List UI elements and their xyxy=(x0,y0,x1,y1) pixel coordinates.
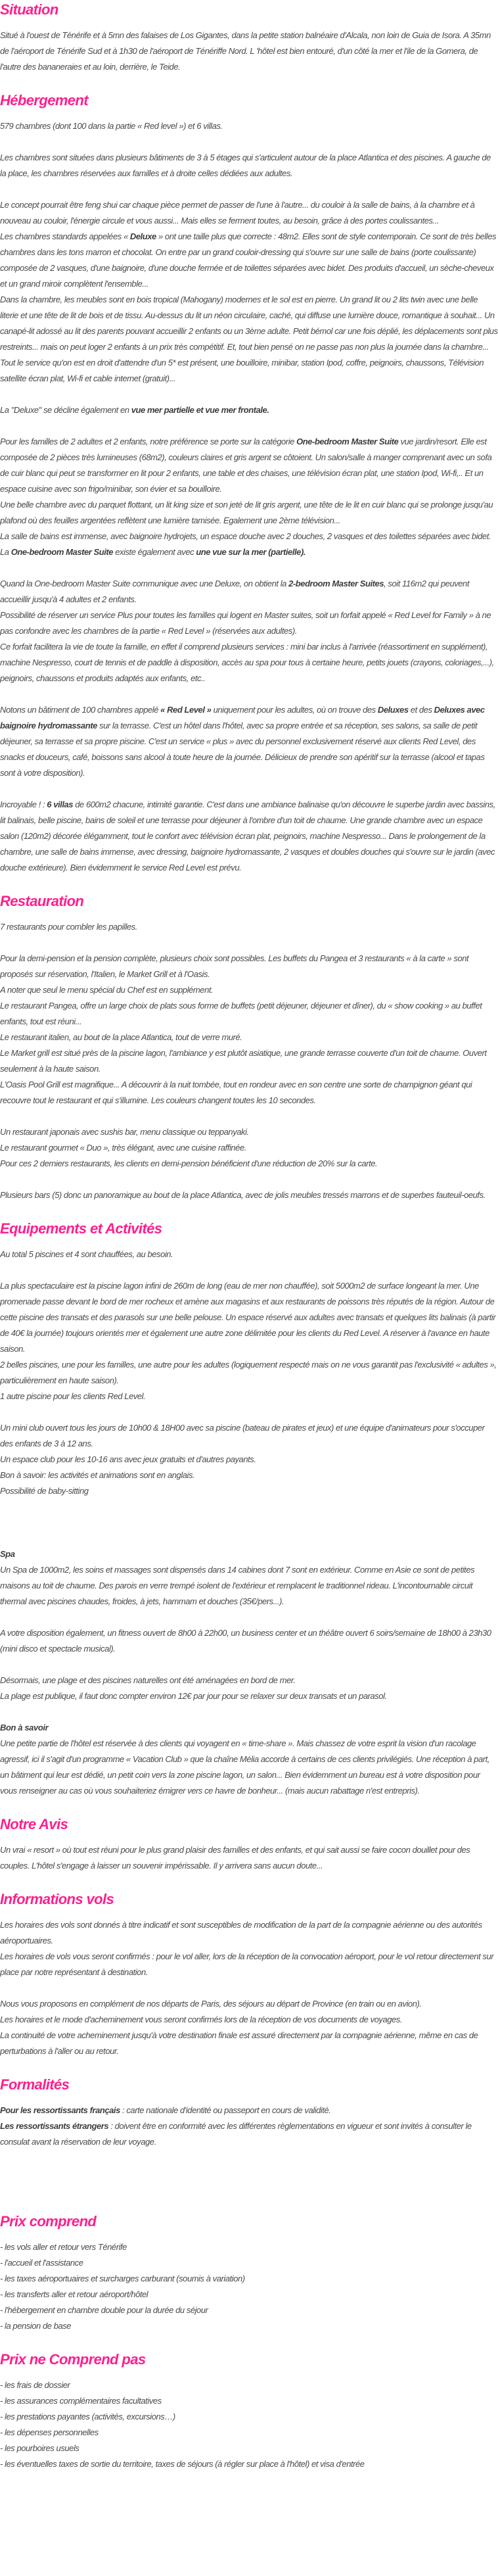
hebergement-master-sea-view xyxy=(0,544,498,560)
villas-label: 6 villas xyxy=(47,799,74,809)
section-hebergement xyxy=(0,91,498,876)
restauration-intro: 7 restaurants pour combler les papilles. xyxy=(0,922,137,932)
equipements-baby-sitting: Possibilité de baby-sitting xyxy=(0,1486,89,1496)
text: La "Deluxe" se décline également en xyxy=(0,405,131,415)
prix-ne-comprend-list xyxy=(0,2377,498,2472)
section-prix-ne-comprend xyxy=(0,2350,498,2472)
formalites-etrangers xyxy=(0,2118,498,2150)
formalites-francais xyxy=(0,2103,498,2118)
bon-a-savoir-text: Une petite partie de l'hôtel est réservée à des clients qui voyagent en « time-share ». Mais chassez de votre esprit la vision d'un racolage agressif, ici il s'agit d'un programme « Vacation Club » que la chaîne Mélia accorde à certains de ces clients privilégiés. Une réception à part, un bâtiment qui leur est dédié, un petit coin vers la zone piscine lagon, un salon... Bien évidemment un bureau est à votre disposition pour vous renseigner au cas où vous souhaiteriez émigrer vers ce havre de bonheur... (mais aucun rabattage n'est entrepris). xyxy=(0,1738,489,1796)
section-title-prix-comprend: Prix comprend xyxy=(0,2213,97,2230)
text: La xyxy=(0,547,11,557)
hebergement-master-suite xyxy=(0,434,498,497)
section-formalites xyxy=(0,2075,498,2197)
section-title-avis: Notre Avis xyxy=(0,1816,68,1832)
section-vols xyxy=(0,1890,498,2059)
section-avis xyxy=(0,1815,498,1874)
list-item: - les transferts aller et retour aéroport/hôtel xyxy=(0,2289,148,2299)
red-level-label: « Red Level » xyxy=(160,705,212,715)
hebergement-villas xyxy=(0,797,498,876)
text: existe également avec xyxy=(113,547,196,557)
spa-beach-price: La plage est publique, il faut donc compter environ 12€ par jour pour se relaxer sur deux transats et un parasol. xyxy=(0,1691,387,1701)
list-item: - les taxes aéroportuaires et surcharges carburant (soumis à variation) xyxy=(0,2274,245,2283)
section-prix-comprend xyxy=(0,2212,498,2334)
text: uniquement pour les adultes, où on trouve des xyxy=(211,705,378,715)
deluxe-label: Deluxe xyxy=(129,231,156,241)
restauration-bars: Plusieurs bars (5) donc un panoramique au bout de la place Atlantica, avec de jolis meubles tressés marrons et de superbes fauteuil-oeufs. xyxy=(0,1190,486,1200)
list-item: - la pension de base xyxy=(0,2321,72,2331)
list-item: - l'accueil et l'assistance xyxy=(0,2258,83,2268)
text: sur la terrasse. C'est un hôtel dans l'hôtel, avec sa propre entrée et sa réception, ses salons, sa salle de petit déjeuner, sa terrasse et sa propre piscine. C'est un service « plus » avec du personnel exclusivement réservé aux clients Red Level, des snacks et douceurs, café, boissons sans alcool à toute heure de la journée. Délicieux de prendre son apéritif sur la terrasse (alcool et tapas sont à votre disposition). xyxy=(0,721,485,778)
list-item: - les assurances complémentaires facultatives xyxy=(0,2396,162,2406)
equipements-red-level-pool: 1 autre piscine pour les clients Red Level. xyxy=(0,1391,146,1401)
restauration-japonais: Un restaurant japonais avec sushis bar, menu classique ou teppanyaki. xyxy=(0,1127,249,1137)
section-title-prix-ne-comprend: Prix ne Comprend pas xyxy=(0,2351,146,2368)
situation-paragraph: Situé à l'ouest de Ténérife et à 5mn des falaises de Los Gigantes, dans la petite station balnéaire d'Alcala, non loin de Guia de Isora. A 35mn de l'aéroport de Ténérife Sud et à 1h30 de l'aéroport de Ténériffe Nord. L 'hôtel est bien entouré, d'un côté la mer et l'ile de la Gomera, de l'autre des bananeraies et au loin, derrière, le Teide. xyxy=(0,30,491,72)
hebergement-buildings: Les chambres sont situées dans plusieurs bâtiments de 3 à 5 étages qui s'articulent autour de la place Atlantica et des piscines. A gauche de la place, les chambres réservées aux familles et à droite celles dédiées aux adultes. xyxy=(0,153,491,178)
section-title-equipements: Equipements et Activités xyxy=(0,1220,162,1237)
text: Notons un bâtiment de 100 chambres appelé xyxy=(0,705,161,715)
text: Pour les familles de 2 adultes et 2 enfants, notre préférence se porte sur la catégorie xyxy=(0,437,297,446)
hebergement-forfait: Ce forfait facilitera la vie de toute la famille, en effet il comprend plusieurs services : mini bar inclus à l'arrivée (réassortiment en supplément), machine Nespresso, court de tennis et de paddle à disposition, accès au spa pour tous à certaine heure, petits jouets (crayons, coloriages,...), peignoirs, chaussons et produits adaptés aux enfants, etc.. xyxy=(0,642,494,683)
list-item: - les pourboires usuels xyxy=(0,2443,79,2453)
spa-subheading: Spa xyxy=(0,1549,15,1559)
list-item: - les dépenses personnelles xyxy=(0,2427,99,2437)
list-item: - l'hébergement en chambre double pour la durée du séjour xyxy=(0,2305,208,2315)
section-title-hebergement: Hébergement xyxy=(0,92,88,108)
spacer xyxy=(0,1499,498,1546)
text: Les chambres standards appelées « xyxy=(0,231,130,241)
equipements-language-note: Bon à savoir: les activités et animations sont en anglais. xyxy=(0,1470,195,1480)
vols-continuite: La continuité de votre acheminement jusqu'à votre destination finale est assuré directement par la compagnie aérienne, même en cas de perturbations à l'aller ou au retour. xyxy=(0,2030,478,2056)
hebergement-concept: Le concept pourrait être feng shui car chaque pièce permet de passer de l'une à l'autre... du couloir à la salle de bains, à la chambre et à nouveau au couloir, l'énergie circule et vous aussi... Mais elles se ferment toutes, au besoin, grâce à des portes coulissantes... xyxy=(0,200,475,226)
list-item: - les éventuelles taxes de sortie du territoire, taxes de séjours (à régler sur place à l'hôtel) et visa d'entrée xyxy=(0,2459,365,2469)
avis-text: Un vrai « resort » où tout est réuni pour le plus grand plaisir des familles et des enfants, et qui sait aussi se faire cocon douillet pour des couples. L'hôtel s'engage à laisser un souvenir impérissable. Il y arrivera sans aucun doute... xyxy=(0,1845,470,1871)
list-item: - les prestations payantes (activités, excursions…) xyxy=(0,2412,175,2421)
equipements-lagoon-pool: La plus spectaculaire est la piscine lagon infini de 260m de long (eau de mer non chauffée), soit 5000m2 de surface longeant la mer. Une promenade passe devant le bord de mer rocheux et amène aux magasins et aux restaurants de poissons très réputés de la région. Autour de cette piscine des transats et des parasols sur une belle pelouse. Un espace réservé aux adultes avec transats et quelques lits balinais (à partir de 40€ la journée) toujours orientés mer et également une autre zone délimitée pour les clients du Red Level. A réserver à l'avance en haute saison. xyxy=(0,1281,496,1354)
vols-indicatif: Les horaires des vols sont donnés à titre indicatif et sont susceptibles de modification de la part de la compagnie aérienne ou des autorités aéroportuaires. xyxy=(0,1920,482,1945)
spa-description: Un Spa de 1000m2, les soins et massages sont dispensés dans 14 cabines dont 7 sont en extérieur. Comme en Asie ce sont de petites maisons au toit de chaume. Des parois en verre trempé isolent de l'extérieur et remplacent le traditionnel rideau. L'incontournable circuit thermal avec piscines chaudes, froides, à jets, hammam et douches (35€/pers...). xyxy=(0,1565,475,1606)
restauration-reduction: Pour ces 2 derniers restaurants, les clients en demi-pension bénéficient d'une réduction de 20% sur la carte. xyxy=(0,1158,378,1168)
bon-a-savoir-subheading: Bon à savoir xyxy=(0,1723,49,1732)
partial-sea-view-label: une vue sur la mer (partielle). xyxy=(196,547,306,557)
hebergement-master-bathroom: La salle de bains est immense, avec baignoire hydrojets, un espace douche avec 2 douches, 2 vasques et des toilettes séparées avec bidet. xyxy=(0,531,491,541)
equipements-mini-club: Un mini club ouvert tous les jours de 10h00 & 18H00 avec sa piscine (bateau de pirates et jeux) et une équipe d'animateurs pour s'occuper des enfants de 3 à 12 ans. xyxy=(0,1423,485,1448)
text: et des xyxy=(408,705,434,715)
list-item: - les vols aller et retour vers Ténérife xyxy=(0,2242,127,2252)
section-equipements xyxy=(0,1219,498,1799)
text: vue jardin/resort. Elle est composée de 2 pièces très lumineuses (68m2), couleurs claires et gris argent se côtoient. Un salon/salle à manger comprenant avec un sofa de cuir blanc qui peut se transformer en lit pour 2 enfants, une table et des chaises, une télévision écran plat, une station Ipod, Wi-fi,.. Et un espace cuisine avec son frigo/minibar, son évier et sa bouilloire. xyxy=(0,437,492,494)
spa-beach: Désormais, une plage et des piscines naturelles ont été aménagées en bord de mer. xyxy=(0,1675,296,1685)
section-restauration xyxy=(0,892,498,1203)
restauration-pension: Pour la demi-pension et la pension complète, plusieurs choix sont possibles. Les buffets du Pangea et 3 restaurants « à la carte » sont proposés sur réservation, l'Italien, le Market Grill et à l'Oasis. xyxy=(0,953,469,979)
deluxes-hydro-label: Deluxes avec baignoire hydromassante xyxy=(0,705,485,730)
text: Quand la One-bedroom Master Suite communique avec une Deluxe, on obtient la xyxy=(0,579,289,588)
text: : carte nationale d'identité ou passeport en cours de validité. xyxy=(120,2105,331,2115)
hebergement-red-level xyxy=(0,702,498,781)
text: de 600m2 chacune, intimité garantie. C'est dans une ambiance balinaise qu'on découvre le superbe jardin avec bassins, lit balinais, belle piscine, bains de soleil et une terrasse pour déjeuner à l'ombre d'un toit de chaume. Une grande chambre avec un espace salon (120m2) décorée élégamment, tout le confort avec télévision écran plat, peignoirs, machine Nespresso... Dans le prolongement de la chambre, une salle de bains immense, avec dressing, baignoire hydromassante, 2 vasques et doubles douches qui s'ouvre sur le jardin (avec douche extérieure). Bien évidemment le service Red Level est prévu. xyxy=(0,799,495,872)
text: , soit 116m2 qui peuvent accueillir jusqu'à 4 adultes et 2 enfants. xyxy=(0,579,469,604)
hebergement-master-bedroom: Une belle chambre avec du parquet flottant, un lit king size et son jeté de lit gris argent, une tête de le lit en cuir blanc qui se prolonge jusqu'au plafond où des feuilles argentées reflètent une lumière tamisée. Egalement une 2ème télévision... xyxy=(0,500,493,525)
restauration-market-grill: Le Market grill est situé près de la piscine lagon, l'ambiance y est plutôt asiatique, une grande terrasse couverte d'un toit de chaume. Ouvert seulement à la haute saison. xyxy=(0,1048,487,1074)
sea-view-label: vue mer partielle et vue mer frontale. xyxy=(131,405,269,415)
restauration-duo: Le restaurant gourmet « Duo », très élégant, avec une cuisine raffinée. xyxy=(0,1143,246,1153)
hebergement-red-level-family: Possibilité de réserver un service Plus pour toutes les familles qui logent en Master suites, soit un forfait appelé « Red Level for Family » à ne pas confondre avec les chambres de la partie « Red Level » (réservées aux adultes). xyxy=(0,610,491,636)
hebergement-furniture: Dans la chambre, les meubles sont en bois tropical (Mahogany) modernes et le sol est en pierre. Un grand lit ou 2 lits twin avec une belle literie et une tête de lit de bois et de tissu. Au-dessus du lit un néon circulaire, caché, qui diffuse une lumière douce, romantique à souhait... Un canapé-lit adossé au lit des parents pouvant accueillir 2 enfants ou un 3ème adulte. Petit bémol car une fois déplié, les déplacements sont plus restreints... mais on peut loger 2 enfants à un prix très compétitif. Et, tout bien pensé on ne passe pas non plus la journée dans la chambre... xyxy=(0,295,498,352)
spacer xyxy=(0,2166,498,2197)
text: Incroyable ! : xyxy=(0,799,47,809)
restauration-italien: Le restaurant italien, au bout de la place Atlantica, tout de verre muré. xyxy=(0,1032,242,1042)
vols-acheminement: Les horaires et le mode d'acheminement vous seront confirmés lors de la réception de vos documents de voyages. xyxy=(0,2015,403,2024)
equipements-family-adult-pools: 2 belles piscines, une pour les familles, une autre pour les adultes (logiquement respecté mais on ne vous garantit pas l'exclusivité « adultes », particulièrement en haute saison). xyxy=(0,1360,497,1385)
vols-province: Nous vous proposons en complément de nos départs de Paris, des séjours au départ de Province (en train ou en avion). xyxy=(0,1999,422,2009)
text: » ont une taille plus que correcte : 48m2. Elles sont de style contemporain. Ce sont de très belles chambres dans les tons marron et chocolat. On entre par un grand couloir-dressing qui s'ouvre sur une salle de bains (porte coulissante) composée de 2 vasques, d'une baignoire, d'une douche fermée et de toilettes séparées avec bidet. Des produits d'accueil, un sèche-cheveux et un grand miroir complètent l'ensemble... xyxy=(0,231,497,289)
two-bedroom-label: 2-bedroom Master Suites xyxy=(288,579,384,588)
master-suite-label: One-bedroom Master Suite xyxy=(11,547,114,557)
master-suite-label: One-bedroom Master Suite xyxy=(296,437,399,446)
list-item: - les frais de dossier xyxy=(0,2380,70,2390)
vols-confirmation: Les horaires de vols vous seront confirmés : pour le vol aller, lors de la réception de la convocation aéroport, pour le vol retour directement sur place par notre représentant à destination. xyxy=(0,1951,494,1977)
section-title-situation: Situation xyxy=(0,1,58,18)
hebergement-2-bedroom xyxy=(0,576,498,608)
spa-fitness: A votre disposition également, un fitness ouvert de 8h00 à 22h00, un business center et un théâtre ouvert 6 soirs/semaine de 18h00 à 23h30 (mini disco et spectacle musical). xyxy=(0,1628,491,1654)
section-situation xyxy=(0,0,498,75)
restauration-oasis: L'Oasis Pool Grill est magnifique... A découvrir à la nuit tombée, tout en rondeur avec en son centre une sorte de champignon géant qui recouvre tout le restaurant et qui s'illumine. Les couleurs changent toutes les 10 secondes. xyxy=(0,1080,472,1105)
deluxes-label: Deluxes xyxy=(377,705,409,715)
hebergement-rooms-count: 579 chambres (dont 100 dans la partie « Red level ») et 6 villas. xyxy=(0,121,223,131)
prix-comprend-list xyxy=(0,2239,498,2334)
section-title-formalites: Formalités xyxy=(0,2076,70,2093)
hebergement-deluxe xyxy=(0,229,498,292)
etrangers-label: Les ressortissants étrangers xyxy=(0,2121,109,2131)
equipements-pools-count: Au total 5 piscines et 4 sont chauffées, au besoin. xyxy=(0,1249,173,1259)
hebergement-services: Tout le service qu'on est en droit d'attendre d'un 5* est présent, une bouilloire, minibar, station Ipod, coffre, peignoirs, chaussons, Télévision satellite écran plat, Wi-fi et cable internet (gratuit)... xyxy=(0,358,484,383)
section-title-vols: Informations vols xyxy=(0,1891,114,1907)
restauration-chef-menu: A noter que seul le menu spécial du Chef est en supplément. xyxy=(0,985,214,995)
text: : doivent être en conformité avec les différentes règlementations en vigueur et sont invités à consulter le consulat avant la réservation de leur voyage. xyxy=(0,2121,472,2147)
restauration-pangea: Le restaurant Pangea, offre un large choix de plats sous forme de buffets (petit déjeuner, déjeuner et dîner), du « show cooking » au buffet enfants, tout est réuni... xyxy=(0,1001,482,1026)
hebergement-deluxe-views xyxy=(0,402,498,418)
section-title-restauration: Restauration xyxy=(0,893,84,909)
francais-label: Pour les ressortissants français xyxy=(0,2105,120,2115)
equipements-teen-club: Un espace club pour les 10-16 ans avec jeux gratuits et d'autres payants. xyxy=(0,1454,256,1464)
